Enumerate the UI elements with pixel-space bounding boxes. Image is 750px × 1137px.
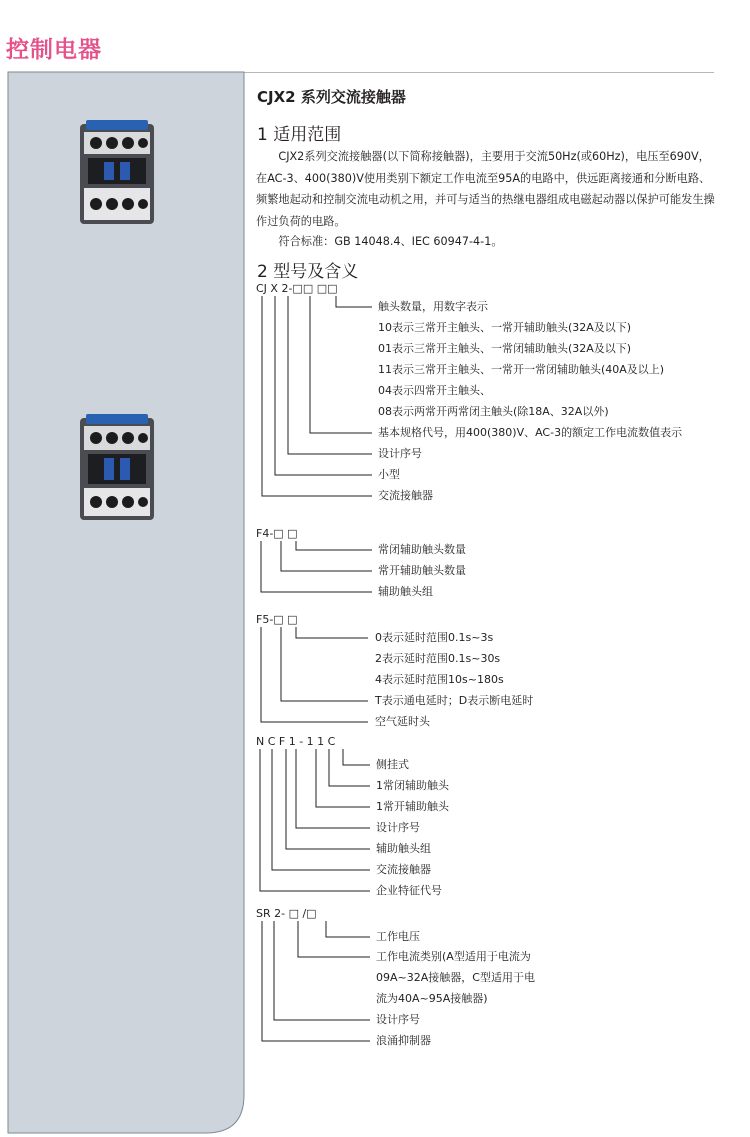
model-code-cjx2: CJ X 2-□□ □□ — [256, 282, 338, 295]
label-nc-aux-count: 常闭辅助触头数量 — [378, 543, 466, 556]
label-contact-count: 触头数量，用数字表示 — [378, 300, 488, 313]
label-1nc-aux: 1常闭辅助触头 — [376, 779, 449, 792]
scope-heading: 1 适用范围 — [257, 125, 342, 145]
label-sr-design-serial: 设计序号 — [376, 1013, 420, 1026]
label-code-08: 08表示两常开两常闭主触头(除18A、32A以外) — [378, 405, 609, 418]
label-design-serial: 设计序号 — [378, 447, 422, 460]
model-heading: 2 型号及含义 — [257, 262, 359, 282]
label-ncf-design-serial: 设计序号 — [376, 821, 420, 834]
product-title: CJX2 系列交流接触器 — [257, 88, 406, 106]
label-ncf-aux-group: 辅助触头组 — [376, 842, 431, 855]
product-photo-contactor-2 — [76, 412, 160, 526]
label-aux-group: 辅助触头组 — [378, 585, 433, 598]
label-delay-mode: T表示通电延时；D表示断电延时 — [375, 694, 534, 707]
label-ncf-ac-contactor: 交流接触器 — [376, 863, 431, 876]
label-air-delay-head: 空气延时头 — [375, 715, 430, 728]
label-code-01: 01表示三常开主触头、一常闭辅助触头(32A及以下) — [378, 342, 632, 355]
model-code-sr2: SR 2- □ /□ — [256, 907, 317, 920]
label-code-10: 10表示三常开主触头、一常开辅助触头(32A及以下) — [378, 321, 632, 334]
label-no-aux-count: 常开辅助触头数量 — [378, 564, 466, 577]
label-current-category-2: 09A~32A接触器，C型适用于电 — [376, 971, 535, 984]
product-photo-contactor-1 — [76, 118, 160, 230]
label-surge-suppressor: 浪涌抑制器 — [376, 1034, 431, 1047]
label-current-category-1: 工作电流类别(A型适用于电流为 — [376, 950, 531, 963]
label-code-11: 11表示三常开主触头、一常开一常闭辅助触头(40A及以上) — [378, 363, 665, 376]
model-code-f4: F4-□ □ — [256, 527, 298, 540]
standard-line: 符合标准：GB 14048.4、IEC 60947-4-1。 — [278, 235, 503, 248]
label-current-category-3: 流为40A~95A接触器) — [376, 992, 488, 1005]
label-1no-aux: 1常开辅助触头 — [376, 800, 449, 813]
label-small-type: 小型 — [378, 468, 400, 481]
label-ac-contactor: 交流接触器 — [378, 489, 433, 502]
label-delay-0: 0表示延时范围0.1s~3s — [375, 631, 494, 644]
label-company-code: 企业特征代号 — [376, 884, 442, 897]
label-delay-2: 2表示延时范围0.1s~30s — [375, 652, 501, 665]
section-title: 控制电器 — [6, 37, 102, 63]
model-code-f5: F5-□ □ — [256, 613, 298, 626]
label-delay-4: 4表示延时范围10s~180s — [375, 673, 504, 686]
scope-paragraph: CJX2系列交流接触器(以下简称接触器)，主要用于交流50Hz(或60Hz)，电压至690V，在AC-3、400(380)V使用类别下额定工作电流至95A的电路中，供远距离接通和分断电路、频繁地起动和控制交流电动机之用，并可与适当的热继电器组成电磁起动器以保护可能发生操作过负荷的电路。 — [256, 150, 715, 228]
model-code-ncf1: N C F 1 - 1 1 C — [256, 735, 336, 748]
label-basic-spec: 基本规格代号，用400(380)V、AC-3的额定工作电流数值表示 — [378, 426, 683, 439]
label-code-04: 04表示四常开主触头、 — [378, 384, 491, 397]
label-side-mount: 侧挂式 — [376, 758, 409, 771]
label-working-voltage: 工作电压 — [376, 930, 420, 943]
